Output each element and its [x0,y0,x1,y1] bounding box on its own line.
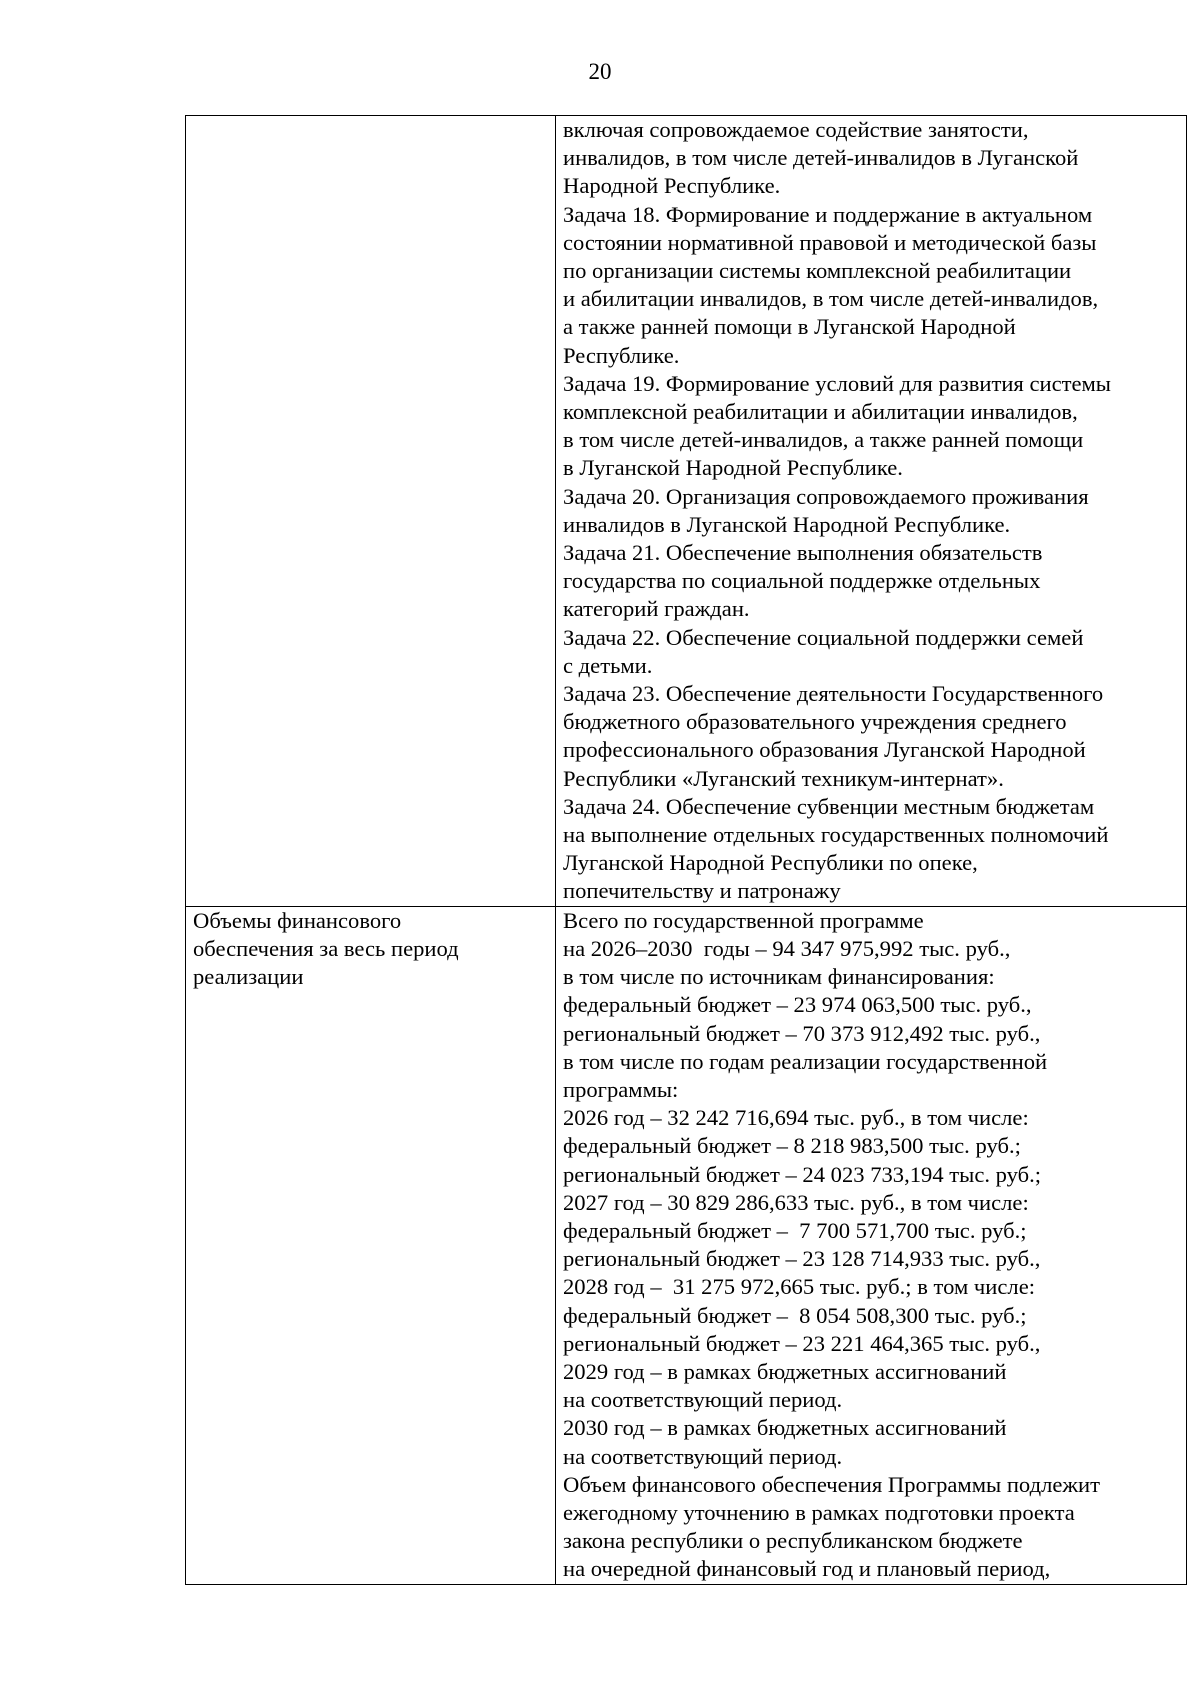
content-line: Всего по государственной программе [563,907,924,933]
content-line: региональный бюджет – 23 128 714,933 тыс. руб., [563,1246,1041,1272]
content-line: 2026 год – 32 242 716,694 тыс. руб., в том числе: [563,1105,1029,1131]
content-line: региональный бюджет – 70 373 912,492 тыс. руб., [563,1020,1041,1046]
content-line: Республики «Луганский техникум-интернат». [563,765,1004,791]
content-line: Задача 20. Организация сопровождаемого проживания [563,483,1089,509]
content-line: инвалидов, в том числе детей-инвалидов в Луганской [563,145,1079,171]
content-line: инвалидов в Луганской Народной Республике. [563,511,1011,537]
content-line: в Луганской Народной Республике. [563,455,903,481]
content-line: на очередной финансовый год и плановый период, [563,1556,1051,1582]
content-line: федеральный бюджет – 8 054 508,300 тыс. руб.; [563,1302,1027,1328]
content-line: состоянии нормативной правовой и методической базы [563,229,1097,255]
content-line: Задача 23. Обеспечение деятельности Государственного [563,681,1104,707]
content-line: профессионального образования Луганской Народной [563,737,1086,763]
content-line: в том числе по годам реализации государственной [563,1048,1048,1074]
content-line: государства по социальной поддержке отдельных [563,568,1041,594]
content-line: на соответствующий период. [563,1443,843,1469]
content-line: 2028 год – 31 275 972,665 тыс. руб.; в том числе: [563,1274,1035,1300]
content-line: Задача 18. Формирование и поддержание в актуальном [563,201,1093,227]
content-line: по организации системы комплексной реабилитации [563,258,1072,284]
content-line: Задача 21. Обеспечение выполнения обязательств [563,540,1043,566]
content-line: федеральный бюджет – 8 218 983,500 тыс. руб.; [563,1133,1021,1159]
label-line: реализации [193,964,304,990]
content-line: региональный бюджет – 24 023 733,194 тыс. руб.; [563,1161,1042,1187]
row-content-cell [556,906,1187,1584]
content-line: Народной Республике. [563,173,781,199]
row-label-cell [186,906,556,1584]
content-line: федеральный бюджет – 23 974 063,500 тыс. руб., [563,992,1032,1018]
content-line: Задача 19. Формирование условий для развития системы [563,370,1111,396]
content-line: ежегодному уточнению в рамках подготовки проекта [563,1499,1075,1525]
content-line: на выполнение отдельных государственных полномочий [563,822,1109,848]
label-line: обеспечения за весь период [193,935,459,961]
content-line: программы: [563,1076,679,1102]
row-label-cell [186,116,556,907]
content-line: комплексной реабилитации и абилитации инвалидов, [563,399,1078,425]
page-number: 20 [588,59,612,84]
content-line: а также ранней помощи в Луганской Народной [563,314,1016,340]
label-line: Объемы финансового [193,907,402,933]
content-line: категорий граждан. [563,596,750,622]
content-line: попечительству и патронажу [563,878,841,904]
content-line: в том числе по источникам финансирования: [563,964,995,990]
content-line: 2029 год – в рамках бюджетных ассигнований [563,1358,1007,1384]
content-line: 2027 год – 30 829 286,633 тыс. руб., в том числе: [563,1189,1029,1215]
content-line: бюджетного образовательного учреждения среднего [563,709,1067,735]
content-line: и абилитации инвалидов, в том числе детей-инвалидов, [563,286,1099,312]
content-line: 2030 год – в рамках бюджетных ассигнований [563,1415,1007,1441]
content-line: Луганской Народной Республики по опеке, [563,850,978,876]
content-line: Задача 22. Обеспечение социальной поддержки семей [563,624,1084,650]
content-line: с детьми. [563,652,653,678]
row-content-cell [556,116,1187,907]
content-line: федеральный бюджет – 7 700 571,700 тыс. руб.; [563,1217,1027,1243]
table-row [186,906,1187,1584]
table-row [186,116,1187,907]
content-line: Задача 24. Обеспечение субвенции местным бюджетам [563,793,1095,819]
content-line: включая сопровождаемое содействие занятости, [563,117,1029,142]
content-line: в том числе детей-инвалидов, а также ранней помощи [563,427,1084,453]
content-line: закона республики о республиканском бюджете [563,1528,1023,1554]
content-line: региональный бюджет – 23 221 464,365 тыс. руб., [563,1330,1041,1356]
passport-table [185,115,1187,1585]
content-line: на 2026–2030 годы – 94 347 975,992 тыс. руб., [563,935,1011,961]
content-line: Республике. [563,342,680,368]
content-line: на соответствующий период. [563,1387,843,1413]
content-line: Объем финансового обеспечения Программы подлежит [563,1471,1100,1497]
